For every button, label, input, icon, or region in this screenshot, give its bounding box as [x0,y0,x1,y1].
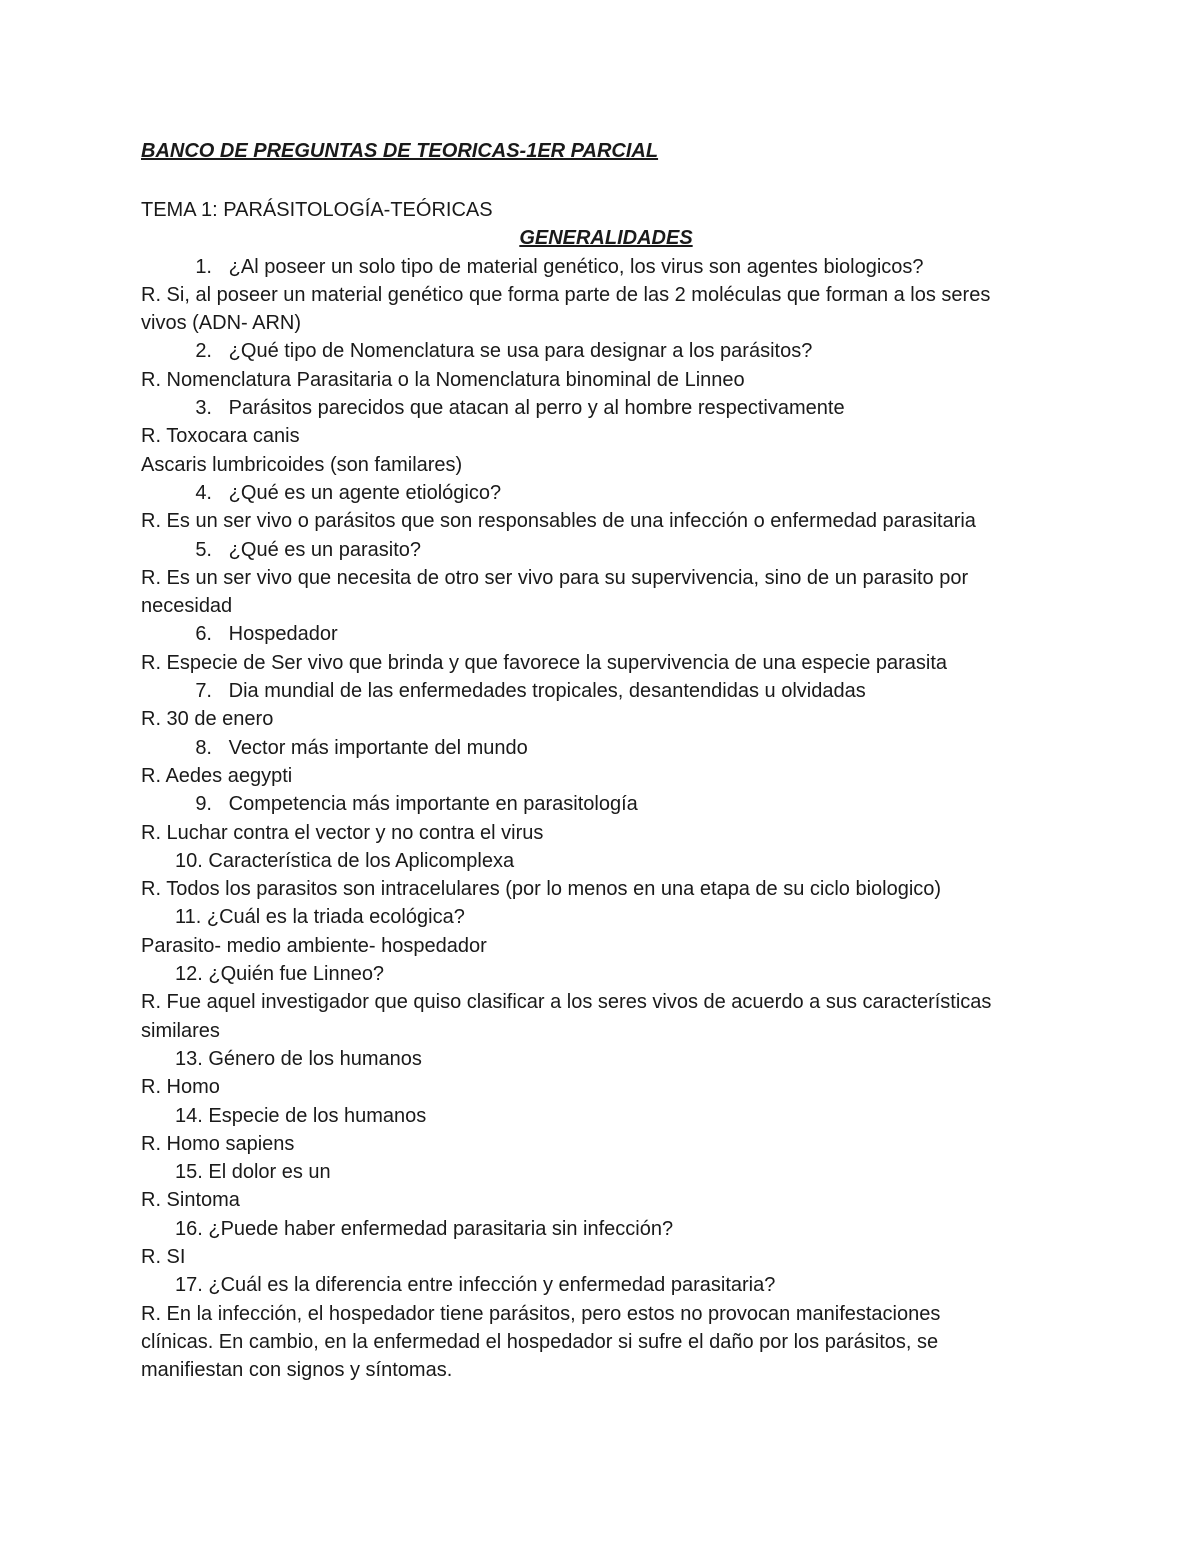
answer-line: R. Aedes aegypti [141,764,293,787]
question-item [141,1215,1071,1243]
answer-line: Parasito- medio ambiente- hospedador [141,934,487,957]
question-text: El dolor es un [208,1161,331,1184]
answer-line: manifiestan con signos y síntomas. [141,1359,453,1382]
answer-line: vivos (ADN- ARN) [141,312,302,335]
question-text: ¿Cuál es la triada ecológica? [206,906,465,929]
answer-line: R. Fue aquel investigador que quiso clasificar a los seres vivos de acuerdo a sus características [141,991,992,1014]
question-number: 14. [175,1104,203,1127]
question-number: 9. [195,793,212,816]
question-text: ¿Puede haber enfermedad parasitaria sin infección? [208,1217,674,1240]
answer-line: R. En la infección, el hospedador tiene parásitos, pero estos no provocan manifestaciones [141,1302,941,1325]
question-text: ¿Qué es un agente etiológico? [228,481,502,504]
question-number: 5. [195,538,212,561]
answer-line: R. Sintoma [141,1189,240,1212]
answer-line: R. SI [141,1245,186,1268]
answer-line: clínicas. En cambio, en la enfermedad el hospedador si sufre el daño por los parásitos, se [141,1330,939,1353]
question-item [141,394,1071,422]
question-item [141,847,1071,875]
question-text: Hospedador [228,623,338,646]
answer-line: R. Luchar contra el vector y no contra el virus [141,821,544,844]
answer-line: R. Nomenclatura Parasitaria o la Nomenclatura binominal de Linneo [141,368,745,391]
question-text: ¿Qué es un parasito? [228,538,422,561]
question-item [141,1045,1071,1073]
question-text: Género de los humanos [208,1047,422,1070]
question-number: 12. [175,963,203,986]
question-number: 17. [175,1274,203,1297]
question-item [141,337,1071,365]
question-number: 7. [195,680,212,703]
question-text: ¿Al poseer un solo tipo de material genético, los virus son agentes biologicos? [228,255,924,278]
question-item [141,734,1071,762]
question-item [141,903,1071,931]
question-text: Competencia más importante en parasitología [228,793,638,816]
question-number: 2. [195,340,212,363]
answer-line: Ascaris lumbricoides (son familares) [141,453,463,476]
question-item [141,620,1071,648]
answer-line: R. Homo sapiens [141,1132,295,1155]
answer-line: R. Es un ser vivo o parásitos que son responsables de una infección o enfermedad parasitaria [141,510,976,533]
document-body [141,196,1071,1384]
question-item [141,1271,1071,1299]
question-text: Dia mundial de las enfermedades tropicales, desantendidas u olvidadas [228,680,866,703]
question-number: 15. [175,1161,203,1184]
answer-line: R. Si, al poseer un material genético que forma parte de las 2 moléculas que forman a los seres [141,283,991,306]
question-number: 16. [175,1217,203,1240]
question-text: Vector más importante del mundo [228,736,528,759]
answer-line: R. Es un ser vivo que necesita de otro ser vivo para su supervivencia, sino de un parasito por [141,566,969,589]
question-text: ¿Qué tipo de Nomenclatura se usa para designar a los parásitos? [228,340,813,363]
question-number: 3. [195,397,212,420]
question-number: 10. [175,849,203,872]
tema-heading: TEMA 1: PARÁSITOLOGÍA-TEÓRICAS [141,199,493,221]
question-item [141,479,1071,507]
question-text: Parásitos parecidos que atacan al perro y al hombre respectivamente [228,397,845,420]
question-number: 4. [195,481,212,504]
question-item [141,1102,1071,1130]
qa-list [141,253,1071,1385]
section-heading: GENERALIDADES [519,227,693,250]
question-text: ¿Cuál es la diferencia entre infección y enfermedad parasitaria? [208,1274,776,1297]
answer-line: R. 30 de enero [141,708,274,731]
question-number: 13. [175,1047,203,1070]
question-number: 8. [195,736,212,759]
answer-line: similares [141,1019,220,1042]
question-number: 6. [195,623,212,646]
question-text: ¿Quién fue Linneo? [208,963,385,986]
question-text: Característica de los Aplicomplexa [208,849,515,872]
question-item [141,536,1071,564]
answer-line: R. Homo [141,1076,220,1099]
question-number: 1. [195,255,212,278]
question-item [141,1158,1071,1186]
answer-line: R. Todos los parasitos son intracelulares (por lo menos en una etapa de su ciclo biologico) [141,878,942,901]
answer-line: R. Toxocara canis [141,425,300,448]
question-item [141,677,1071,705]
answer-line: necesidad [141,595,233,618]
document-title: BANCO DE PREGUNTAS DE TEORICAS-1ER PARCIAL [141,140,659,162]
question-item [141,960,1071,988]
question-item [141,253,1071,281]
question-number: 11. [175,906,202,929]
answer-line: R. Especie de Ser vivo que brinda y que favorece la supervivencia de una especie parasita [141,651,948,674]
question-text: Especie de los humanos [208,1104,427,1127]
question-item [141,790,1071,818]
